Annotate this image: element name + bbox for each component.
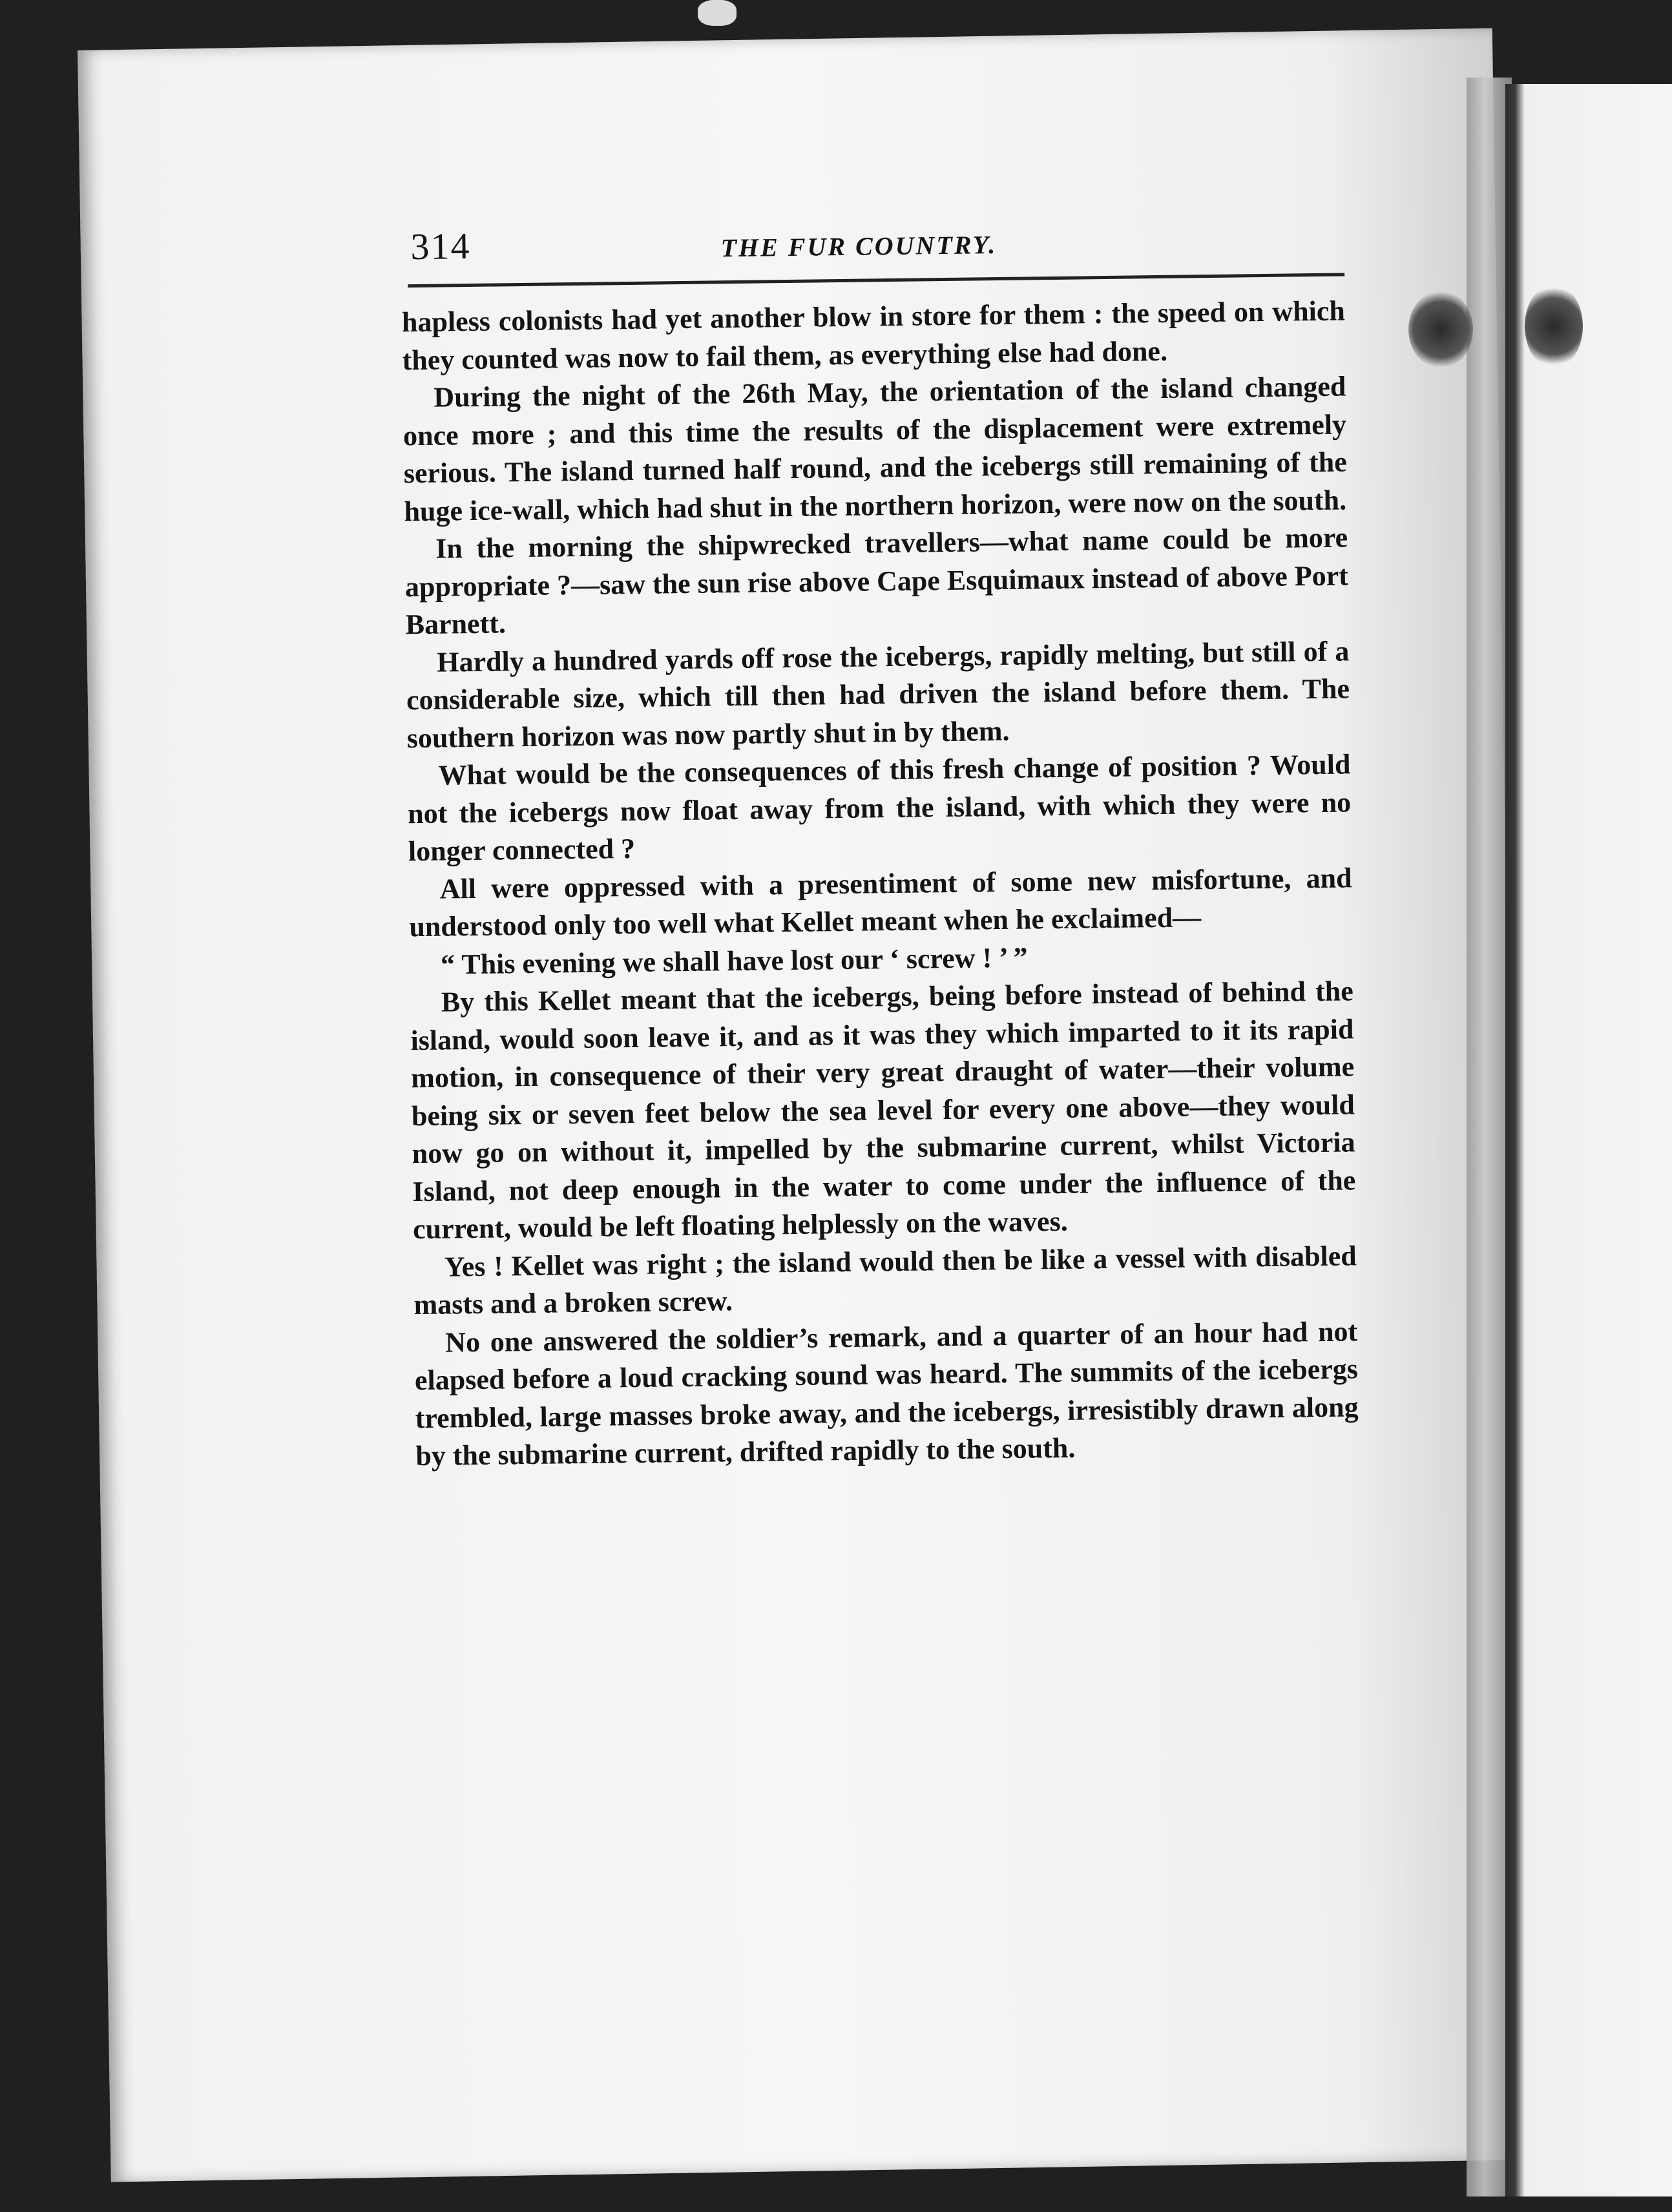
paragraph: All were oppressed with a presentiment of some new misfortune, and understood only too well what Kellet meant when he exclaimed—: [409, 861, 1352, 943]
ink-blot: [1408, 291, 1473, 368]
page-number: 314: [410, 224, 471, 268]
facing-page-edge: [1505, 84, 1672, 2196]
book-title: THE FUR COUNTRY.: [720, 230, 998, 263]
quoted-line: “ This evening we shall have lost our ‘ screw ! ’ ”: [440, 941, 1028, 981]
paragraph: What would be the consequences of this fresh change of position ? Would not the icebergs now float away from the island, with which they were no longer connected ?: [407, 748, 1352, 868]
scan-speck: [698, 0, 737, 26]
paragraph: During the night of the 26th May, the orientation of the island changed once more ; and this time the results of the displacement were extremely serious. The island turned half round, and the icebergs still remaining of the huge ice-wall, which had shut in the northern horizon, were now on the south.: [402, 370, 1347, 527]
paragraph: Yes ! Kellet was right ; the island would then be like a vessel with disabled masts and a broken screw.: [413, 1239, 1357, 1321]
body-text: [402, 292, 1359, 1475]
ink-blot: [1525, 284, 1583, 368]
paragraph: By this Kellet meant that the icebergs, being before instead of behind the island, would soon leave it, and as it was they which imparted to it its rapid motion, in consequence of their very great draught of water—their volume being six or seven feet below the sea level for every one above—they would now go on without it, impelled by the submarine current, whilst Victoria Island, not deep enough in the water to come under the influence of the current, would be left floating helplessly on the waves.: [410, 975, 1356, 1246]
paragraph: Hardly a hundred yards off rose the icebergs, rapidly melting, but still of a considerable size, which till then had driven the island before them. The southern horizon was now partly shut in by them.: [406, 634, 1350, 754]
paragraph: No one answered the soldier’s remark, and a quarter of an hour had not elapsed before a loud cracking sound was heard. The summits of the icebergs trembled, large masses broke away, and the icebergs, irresistibly drawn along by the submarine current, drifted rapidly to the south.: [414, 1315, 1359, 1472]
paragraph: hapless colonists had yet another blow in store for them : the speed on which they counted was now to fail them, as everything else had done.: [401, 295, 1346, 376]
paragraph: In the morning the shipwrecked travellers—what name could be more appropriate ?—saw the sun rise above Cape Esquimaux instead of above Port Barnett.: [404, 521, 1349, 641]
